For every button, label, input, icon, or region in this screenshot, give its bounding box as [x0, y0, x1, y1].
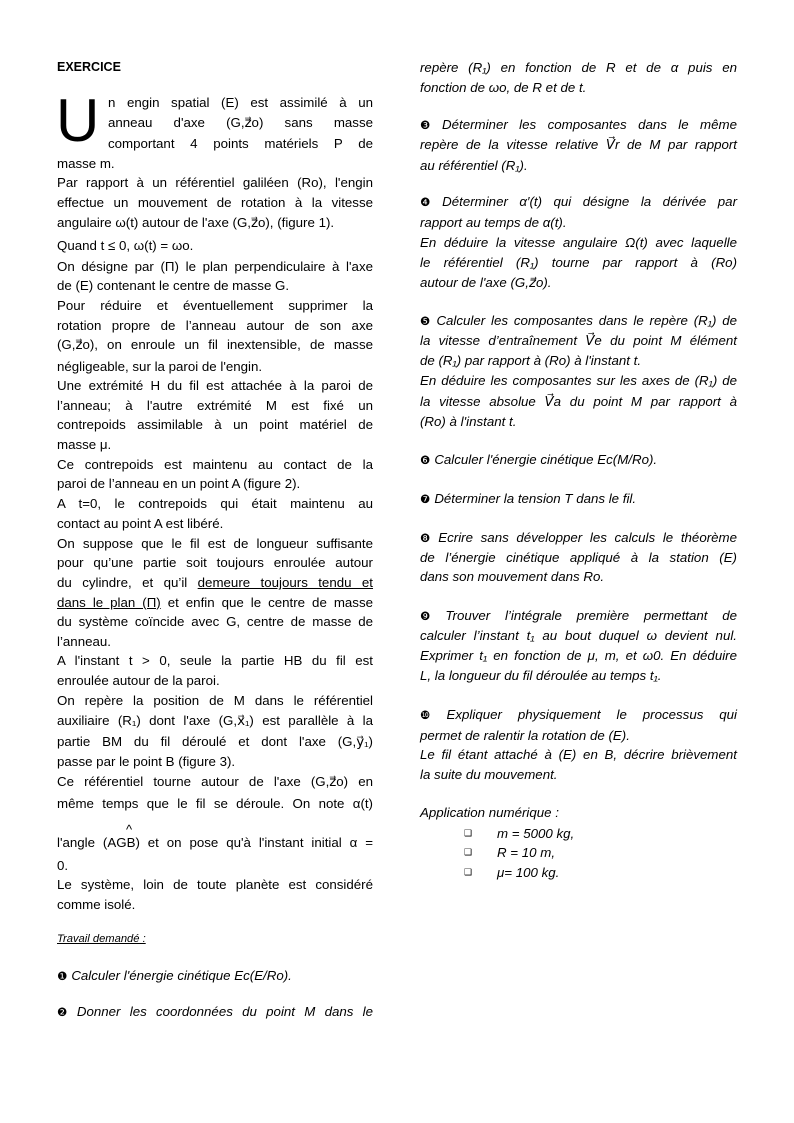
- text-line: anneau d'axe (G,z⃗o) sans masse: [108, 115, 373, 130]
- circled-number-1-icon: ❶: [57, 969, 68, 983]
- text-line: fonction de ωo, de R et de t.: [420, 80, 587, 95]
- text-line: auxiliaire (R₁) dont l'axe (G,x⃗₁) est parallèle à la: [57, 713, 373, 728]
- text-line: l’anneau; à l'autre extrémité M est fixé un: [57, 398, 373, 413]
- circled-number-6-icon: ❻: [420, 453, 431, 467]
- question-text: Déterminer la tension T dans le fil.: [434, 491, 637, 506]
- text-line: A t=0, le contrepoids qui était maintenu au: [57, 496, 373, 511]
- text-line: comme isolé.: [57, 897, 136, 912]
- text-line: [420, 311, 737, 331]
- text-line: la vitesse d’entraînement V⃗e du point M élément: [420, 333, 737, 348]
- circled-number-7-icon: ❼: [420, 492, 431, 506]
- text-line: [57, 966, 373, 986]
- text-line: effectue un mouvement de rotation à la vitesse: [57, 195, 373, 210]
- question-text: Calculer les composantes dans le repère (R₁) de: [436, 313, 738, 328]
- text-line: Le fil étant attaché à (E) en B, décrire brièvement: [420, 747, 737, 762]
- text-line: enroulée autour de la paroi.: [57, 673, 220, 688]
- text-line: au référentiel (R₁).: [420, 158, 528, 173]
- text-line: Une extrémité H du fil est attachée à la paroi de: [57, 378, 373, 393]
- text-line: angulaire ω(t) autour de l'axe (G,z⃗o), (figure 1).: [57, 215, 335, 230]
- text-line: Le système, loin de toute planète est considéré: [57, 877, 373, 892]
- text-line: (G,z⃗o), on enroule un fil inextensible, de masse: [57, 337, 373, 352]
- text-line: Par rapport à un référentiel galiléen (Ro), l'engin: [57, 175, 373, 190]
- drop-cap: U: [56, 87, 100, 154]
- text-line: passe par le point B (figure 3).: [57, 754, 236, 769]
- question-text: Calculer l'énergie cinétique Ec(M/Ro).: [434, 452, 658, 467]
- text-line: L, la longueur du fil déroulée au temps t₁.: [420, 668, 662, 683]
- checkbox-bullet-icon: ❑: [463, 848, 473, 858]
- text-line: comportant 4 points matériels P de: [108, 136, 373, 151]
- checkbox-bullet-icon: ❑: [463, 829, 473, 839]
- text-line: [420, 705, 737, 725]
- text-line: [420, 489, 737, 509]
- text-line: calculer l’instant t₁ au bout duquel ω devient nul.: [420, 628, 737, 643]
- circled-number-9-icon: ❾: [420, 609, 442, 623]
- question-text: Trouver l’intégrale première permettant de: [445, 608, 738, 623]
- text-line: contrepoids assimilable à un point matériel de: [57, 417, 373, 432]
- text-line: [57, 573, 373, 593]
- text-line: de (R₁) par rapport à (Ro) à l'instant t.: [420, 353, 642, 368]
- underlined-text: demeure toujours tendu et: [197, 575, 374, 590]
- question-text: Calculer l'énergie cinétique Ec(E/Ro).: [71, 968, 292, 983]
- question-text: Déterminer les composantes dans le même: [442, 117, 737, 132]
- text-line: Quand t ≤ 0, ω(t) = ωo.: [57, 238, 194, 253]
- question-text: Expliquer physiquement le processus qui: [446, 707, 737, 722]
- text-line: dans son mouvement dans Ro.: [420, 569, 605, 584]
- text-line: [420, 192, 737, 212]
- text-line: contact au point A est libéré.: [57, 516, 224, 531]
- text-line: masse μ.: [57, 437, 112, 452]
- text-line: [420, 450, 737, 470]
- circled-number-3-icon: ❸: [420, 118, 439, 132]
- text-line: l'angle (AGB) et on pose qu'à l'instant initial α =: [57, 835, 373, 850]
- text-line: Ce référentiel tourne autour de l'axe (G,z⃗o) en: [57, 774, 373, 789]
- text-line: la suite du mouvement.: [420, 767, 558, 782]
- text-line: [420, 115, 737, 135]
- text-line: de l’énergie cinétique appliqué à la station (E): [420, 550, 737, 565]
- question-text: Donner les coordonnées du point M dans le: [76, 1004, 373, 1019]
- text-line: pour qu’une partie soit toujours enroulée autour: [57, 555, 373, 570]
- text-line: rotation propre de l’anneau autour de son axe: [57, 318, 373, 333]
- exercise-title: EXERCICE: [57, 60, 121, 74]
- text-line: repère de la vitesse relative V⃗r de M par rapport: [420, 137, 737, 152]
- application-item-radius: R = 10 m,: [497, 845, 556, 860]
- text-line: En déduire les composantes sur les axes de (R₁) de: [420, 373, 737, 388]
- text-segment: du cylindre, et qu’il: [57, 575, 198, 590]
- text-line: repère (R₁) en fonction de R et de α puis en: [420, 60, 737, 75]
- text-line: 0.: [57, 858, 69, 873]
- circled-number-4-icon: ❹: [420, 195, 439, 209]
- circled-number-8-icon: ❽: [420, 531, 435, 545]
- text-line: même temps que le fil se déroule. On note α(t): [57, 796, 373, 811]
- circled-number-10-icon: ❿: [420, 708, 443, 722]
- text-line: [420, 606, 737, 626]
- text-segment: et enfin que le centre de masse: [160, 595, 373, 610]
- text-line: On suppose que le fil est de longueur suffisante: [57, 536, 373, 551]
- work-heading: Travail demandé :: [57, 933, 146, 945]
- text-line: de (E) contenant le centre de masse G.: [57, 278, 290, 293]
- text-line: Pour réduire et éventuellement supprimer la: [57, 298, 373, 313]
- text-line: masse m.: [57, 156, 115, 171]
- text-line: A l'instant t > 0, seule la partie HB du fil est: [57, 653, 373, 668]
- text-line: (Ro) à l'instant t.: [420, 414, 517, 429]
- text-line: autour de l'axe (G,z⃗o).: [420, 275, 552, 290]
- text-line: [420, 528, 737, 548]
- checkbox-bullet-icon: ❑: [463, 868, 473, 878]
- text-line: le référentiel (R₁) tourne par rapport à (Ro): [420, 255, 737, 270]
- text-line: l’anneau.: [57, 634, 111, 649]
- text-line: la vitesse absolue V⃗a du point M par rapport à: [420, 394, 737, 409]
- text-line: Ce contrepoids est maintenu au contact de la: [57, 457, 373, 472]
- angle-hat-symbol: ^: [125, 822, 133, 837]
- underlined-text: dans le plan (Π): [57, 595, 161, 610]
- text-line: En déduire la vitesse angulaire Ω(t) avec laquelle: [420, 235, 737, 250]
- text-line: n engin spatial (E) est assimilé à un: [108, 95, 373, 110]
- application-heading: Application numérique :: [420, 805, 559, 820]
- circled-number-5-icon: ❺: [420, 314, 433, 328]
- text-line: On repère la position de M dans le référentiel: [57, 693, 373, 708]
- text-line: [57, 1002, 373, 1022]
- text-line: rapport au temps de α(t).: [420, 215, 567, 230]
- text-line: permet de ralentir la rotation de (E).: [420, 728, 630, 743]
- text-line: du système coïncide avec G, centre de masse de: [57, 614, 373, 629]
- text-line: On désigne par (Π) le plan perpendiculaire à l'axe: [57, 259, 373, 274]
- text-line: Exprimer t₁ en fonction de μ, m, et ω0. En déduire: [420, 648, 737, 663]
- application-item-counterweight: μ= 100 kg.: [497, 865, 560, 880]
- text-line: partie BM du fil déroulé et dont l'axe (G,y⃗₁): [57, 734, 373, 749]
- text-line: négligeable, sur la paroi de l'engin.: [57, 359, 263, 374]
- text-line: [57, 593, 373, 613]
- question-text: Déterminer α′(t) qui désigne la dérivée par: [442, 194, 738, 209]
- text-line: paroi de l’anneau en un point A (figure 2).: [57, 476, 301, 491]
- application-item-mass: m = 5000 kg,: [497, 826, 575, 841]
- question-text: Ecrire sans développer les calculs le théorème: [438, 530, 738, 545]
- circled-number-2-icon: ❷: [57, 1005, 73, 1019]
